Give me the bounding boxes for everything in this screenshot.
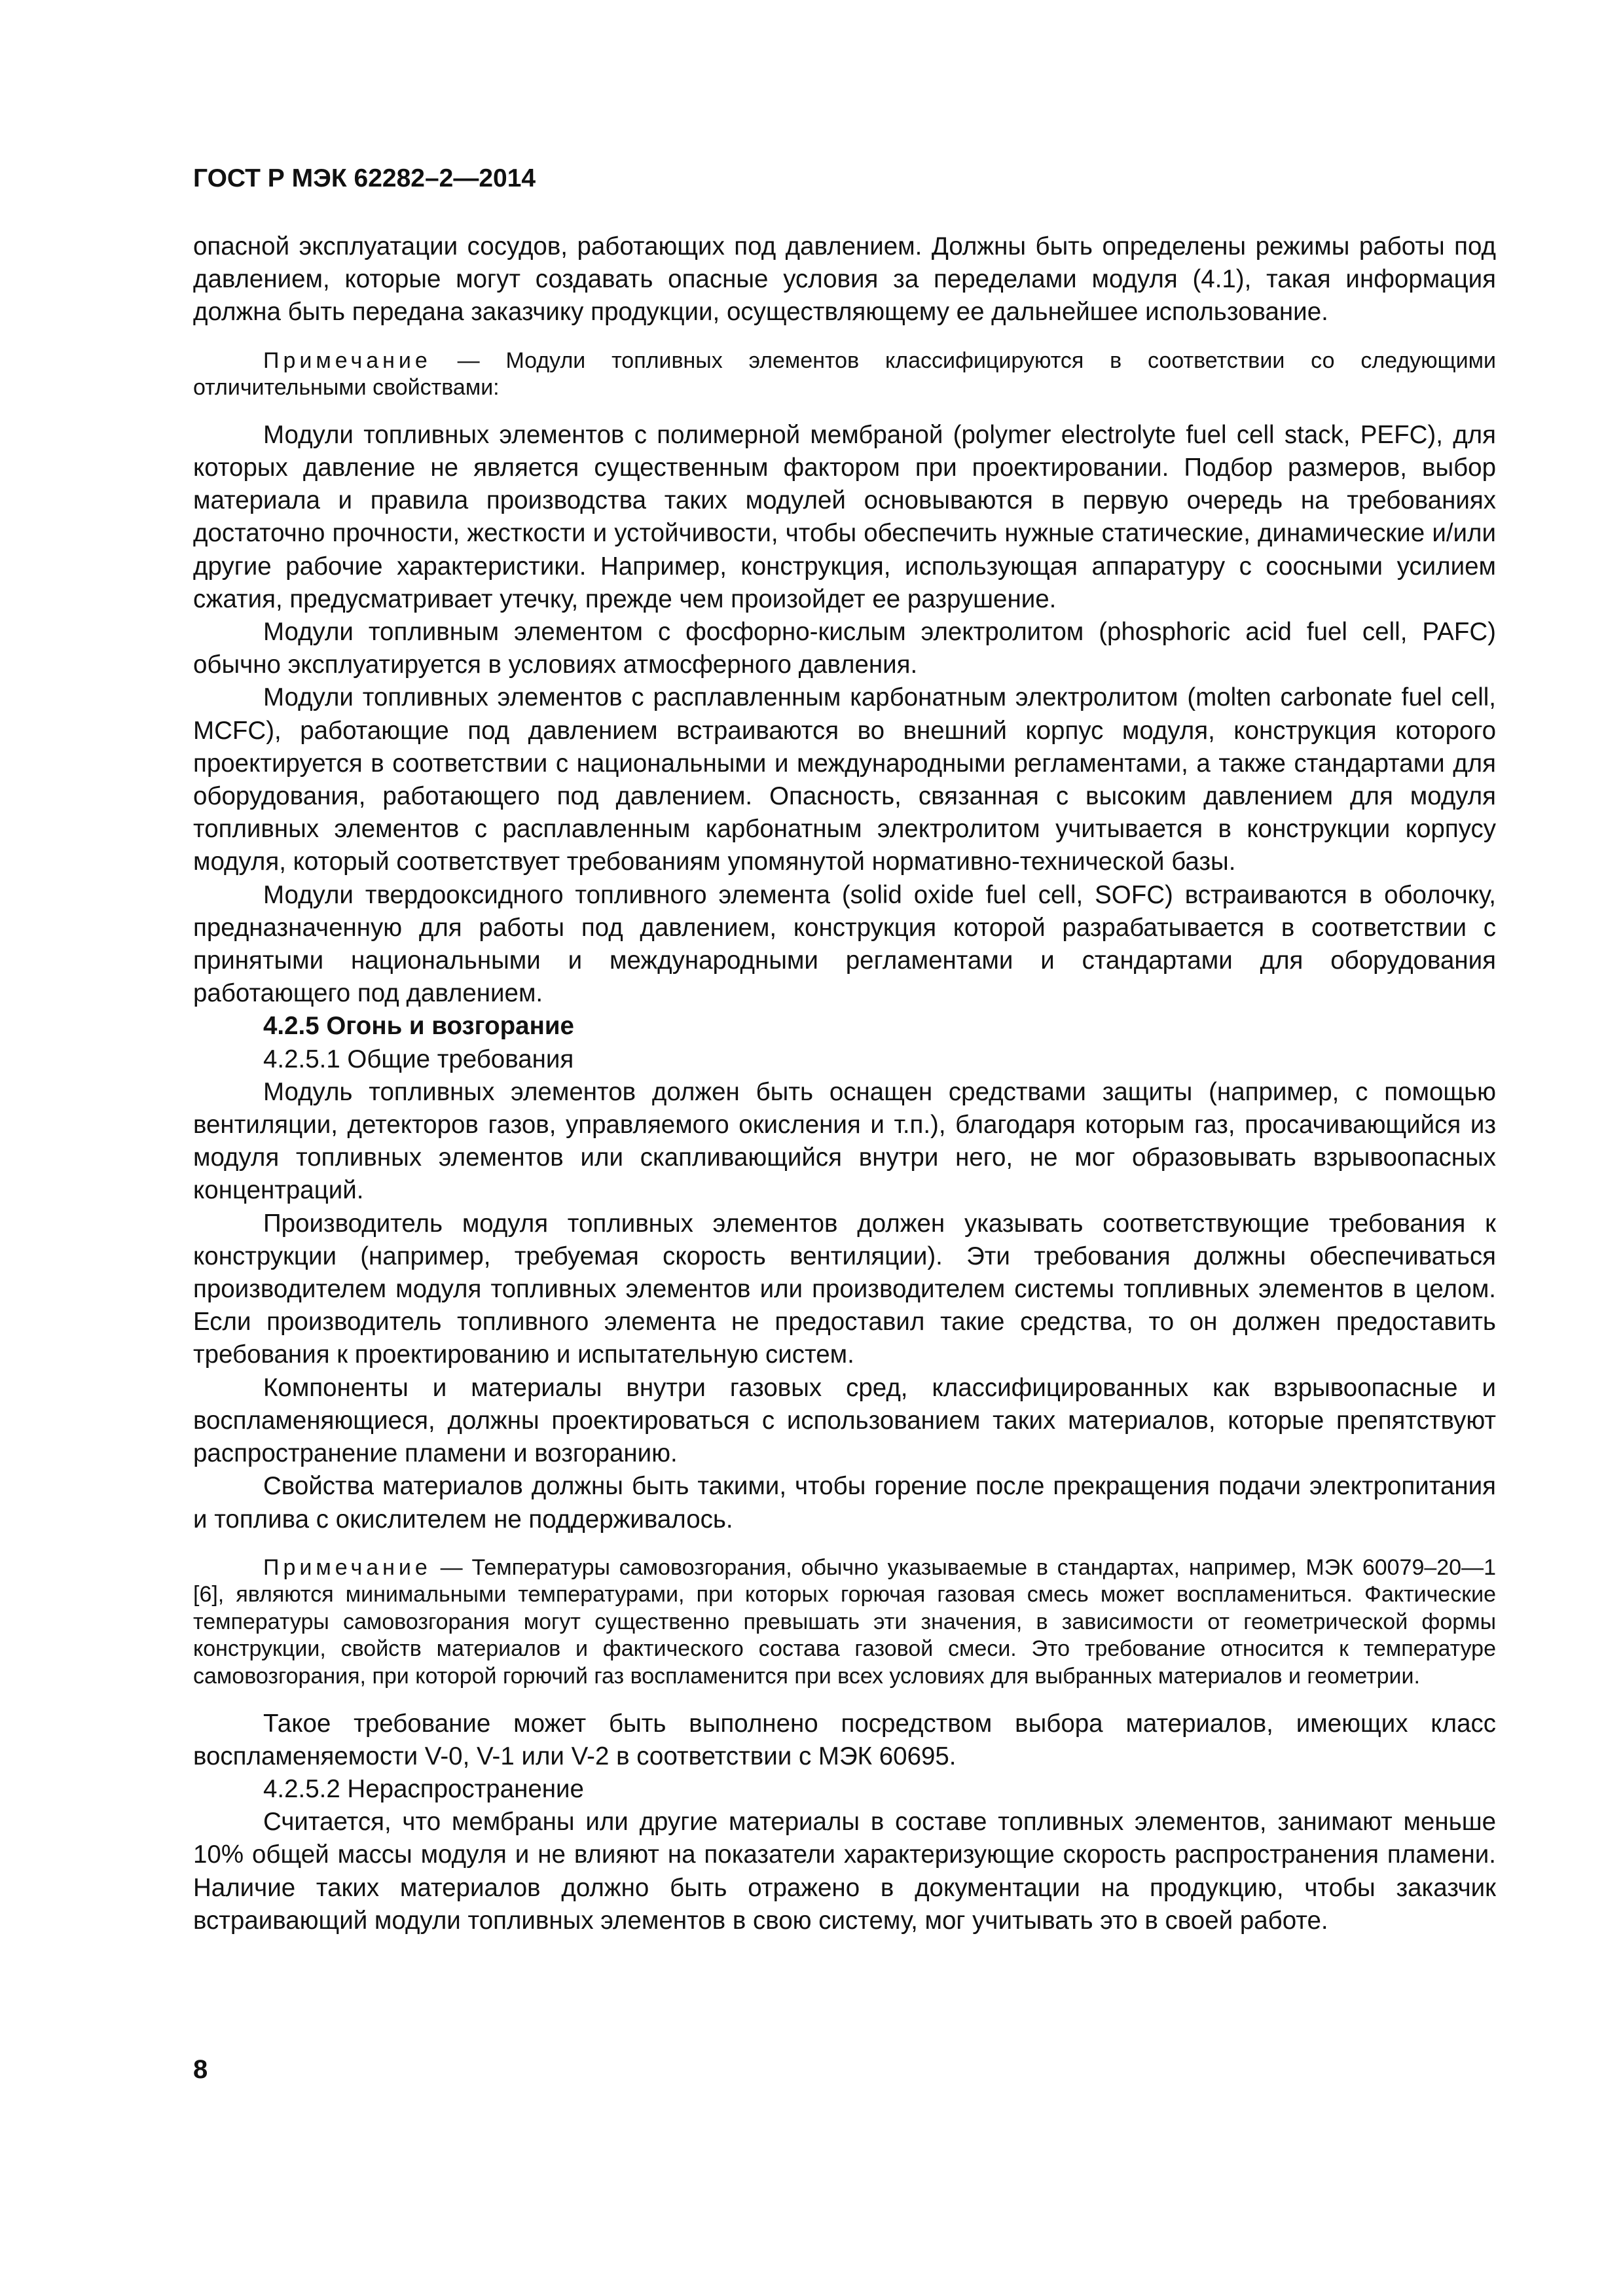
paragraph-manufacturer: Производитель модуля топливных элементов должен указывать соответствующие требования к конструкции (например, требуемая скорость вентиляции). Эти требования должны обеспечиваться производителем модуля топливных элементов или производителем системы топливных элементов в целом. Если производитель топливного элемента не предоставил такие средства, то он должен предоставить требования к проектированию и испытательную систем. xyxy=(193,1209,1496,1369)
subsection-heading-4-2-5-1: 4.2.5.1 Общие требования xyxy=(263,1045,574,1073)
paragraph-sofc: Модули твердооксидного топливного элемента (solid oxide fuel cell, SOFC) встраиваются в оболочку, предназначенную для работы под давлением, конструкция которой разрабатывается в соответствии с принятыми национальными и международными регламентами и стандартами для оборудования работающего под давлением. xyxy=(193,880,1496,1008)
paragraph-components: Компоненты и материалы внутри газовых сред, классифицированных как взрывоопасные и воспламеняющиеся, должны проектироваться с использованием таких материалов, которые препятствуют распространение пламени и возгоранию. xyxy=(193,1373,1496,1468)
note-1-text: — Модули топливных элементов классифицируются в соответствии со следующими отличительными свойствами: xyxy=(193,348,1496,401)
note-1-label: Примечание xyxy=(263,348,431,373)
paragraph-properties: Свойства материалов должны быть такими, чтобы горение после прекращения подачи электропитания и топлива с окислителем не поддерживалось. xyxy=(193,1472,1496,1534)
page-number: 8 xyxy=(193,2055,208,2084)
paragraph-mcfc: Модули топливных элементов с расплавленным карбонатным электролитом (molten carbonate fuel cell, MCFC), работающие под давлением встраиваются во внешний корпус модуля, конструкция которого проектируется в соответствии с национальными и международными регламентами, а также стандартами для оборудования, работающего под давлением. Опасность, связанная с высоким давлением для модуля топливных элементов с расплавленным карбонатным электролитом учитывается в конструкции корпусу модуля, который соответствует требованиям упомянутой нормативно-технической базы. xyxy=(193,683,1496,876)
document-header: ГОСТ Р МЭК 62282–2—2014 xyxy=(193,164,536,192)
paragraph-ventilation: Модуль топливных элементов должен быть оснащен средствами защиты (например, с помощью вентиляции, детекторов газов, управляемого окисления и т.п.), благодаря которым газ, просачивающийся из модуля топливных элементов или скапливающийся внутри него, не мог образовывать взрывоопасных концентраций. xyxy=(193,1077,1496,1205)
paragraph-membranes: Считается, что мембраны или другие материалы в составе топливных элементов, занимают меньше 10% общей массы модуля и не влияют на показатели характеризующие скорость распространения пламени. Наличие таких материалов должно быть отражено в документации на продукцию, чтобы заказчик встраивающий модули топливных элементов в свою систему, мог учитывать это в своей работе. xyxy=(193,1808,1496,1935)
paragraph-pafc: Модули топливным элементом с фосфорно-кислым электролитом (phosphoric acid fuel cell, PAFC) обычно эксплуатируется в условиях атмосферного давления. xyxy=(193,618,1496,679)
paragraph-pefc: Модули топливных элементов с полимерной мембраной (polymer electrolyte fuel cell stack, PEFC), для которых давление не является существенным фактором при проектировании. Подбор размеров, выбор материала и правила производства таких модулей основываются в первую очередь на требованиях достаточно прочности, жесткости и устойчивости, чтобы обеспечить нужные статические, динамические и/или другие рабочие характеристики. Например, конструкция, использующая аппаратуру с соосными усилием сжатия, предусматривает утечку, прежде чем произойдет ее разрушение. xyxy=(193,420,1496,613)
subsection-heading-4-2-5-2: 4.2.5.2 Нераспространение xyxy=(263,1775,584,1804)
paragraph-flammability: Такое требование может быть выполнено посредством выбора материалов, имеющих класс воспламеняемости V-0, V-1 или V-2 в соответствии с МЭК 60695. xyxy=(193,1709,1496,1770)
note-2 xyxy=(193,1554,1496,1691)
paragraph-continuation: опасной эксплуатации сосудов, работающих под давлением. Должны быть определены режимы работы под давлением, которые могут создавать опасные условия за переделами модуля (4.1), такая информация должна быть передана заказчику продукции, осуществляющему ее дальнейшее использование. xyxy=(193,232,1496,327)
note-1 xyxy=(193,348,1496,402)
note-2-text: — Температуры самовозгорания, обычно указываемые в стандартах, например, МЭК 60079–20—1 [6], являются минимальными температурами, при которых горючая газовая смесь может воспламениться. Фактические температуры самовозгорания могут существенно превышать эти значения, в зависимости от геометрической формы конструкции, свойств материалов и фактического состава газовой смеси. Это требование относится к температуре самовозгорания, при которой горючий газ воспламенится при всех условиях для выбранных материалов и геометрии. xyxy=(193,1554,1496,1689)
page-body xyxy=(193,230,1496,1937)
note-2-label: Примечание xyxy=(263,1554,431,1580)
section-heading-4-2-5: 4.2.5 Огонь и возгорание xyxy=(263,1012,574,1041)
